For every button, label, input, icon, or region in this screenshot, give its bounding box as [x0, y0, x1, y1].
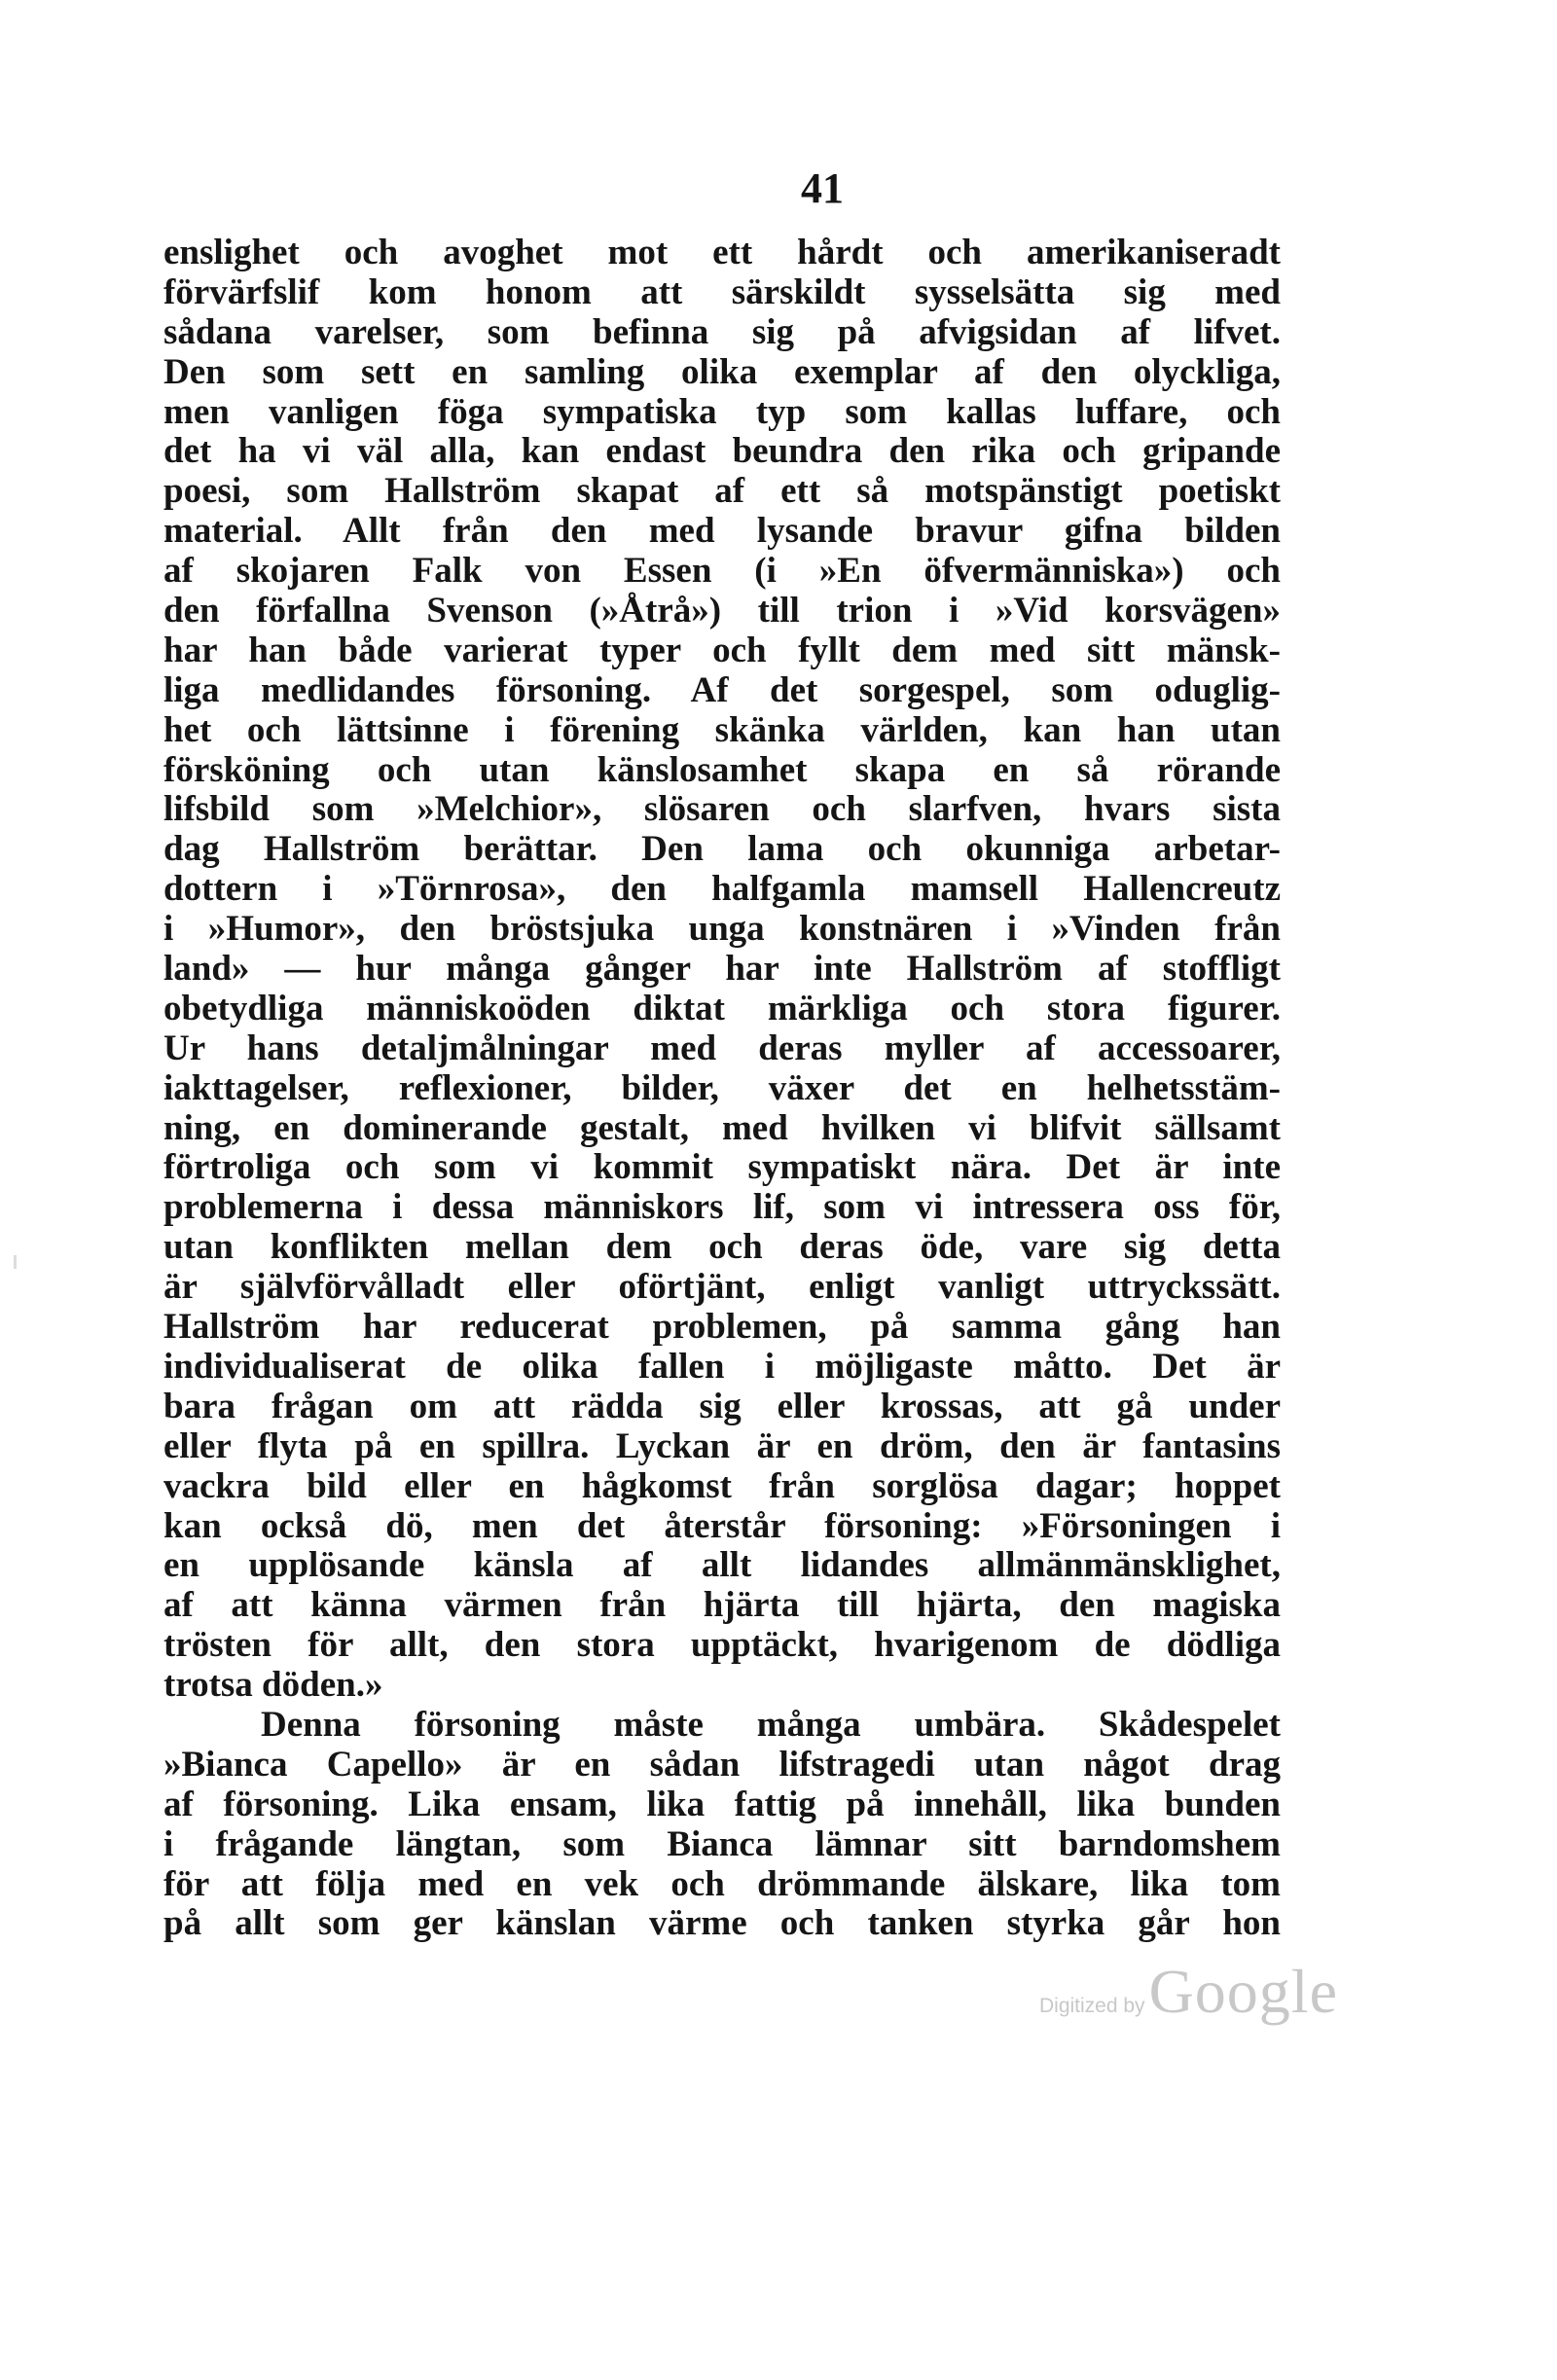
text-line: liga medlidandes försoning. Af det sorgespel, som oduglig-	[163, 670, 1281, 710]
text-line: poesi, som Hallström skapat af ett så motspänstigt poetiskt	[163, 472, 1281, 512]
text-line: för att följa med en vek och drömmande älskare, lika tom	[163, 1864, 1281, 1904]
text-line: problemerna i dessa människors lif, som vi intressera oss för,	[163, 1188, 1281, 1228]
text-line: ning, en dominerande gestalt, med hvilken vi blifvit sällsamt	[163, 1108, 1281, 1148]
watermark-brand: Google	[1148, 1957, 1338, 2026]
text-line: af skojaren Falk von Essen (i »En öfvermänniska») och	[163, 552, 1281, 592]
text-line: land» — hur många gånger har inte Hallström af stoffligt	[163, 950, 1281, 990]
text-line: material. Allt från den med lysande bravur gifna bilden	[163, 512, 1281, 552]
text-line: af försoning. Lika ensam, lika fattig på innehåll, lika bunden	[163, 1785, 1281, 1824]
margin-speck	[14, 1255, 17, 1269]
text-line: het och lättsinne i förening skänka världen, kan han utan	[163, 710, 1281, 750]
text-line: kan också dö, men det återstår försoning: »Försoningen i	[163, 1506, 1281, 1546]
page-number: 41	[801, 164, 844, 212]
text-line: iakttagelser, reflexioner, bilder, växer det en helhetsstäm-	[163, 1068, 1281, 1108]
text-line: försköning och utan känslosamhet skapa en så rörande	[163, 750, 1281, 790]
text-line: vackra bild eller en hågkomst från sorglösa dagar; hoppet	[163, 1466, 1281, 1506]
text-line: obetydliga människoöden diktat märkliga och stora figurer.	[163, 989, 1281, 1028]
text-line: dag Hallström berättar. Den lama och okunniga arbetar-	[163, 830, 1281, 870]
text-line: förvärfslif kom honom att särskildt sysselsätta sig med	[163, 272, 1281, 312]
text-line: enslighet och avoghet mot ett hårdt och amerikaniseradt	[163, 234, 1281, 272]
text-line: i »Humor», den bröstsjuka unga konstnären i »Vinden från	[163, 910, 1281, 950]
text-line: »Bianca Capello» är en sådan lifstragedi utan något drag	[163, 1745, 1281, 1785]
text-line: den förfallna Svenson (»Åtrå») till trion i »Vid korsvägen»	[163, 592, 1281, 631]
text-line: Hallström har reducerat problemen, på samma gång han	[163, 1308, 1281, 1348]
text-line: lifsbild som »Melchior», slösaren och slarfven, hvars sista	[163, 790, 1281, 830]
body-text	[163, 234, 1281, 1944]
text-line: Den som sett en samling olika exemplar af den olyckliga,	[163, 352, 1281, 392]
text-line: bara frågan om att rädda sig eller krossas, att gå under	[163, 1387, 1281, 1426]
text-line: sådana varelser, som befinna sig på afvigsidan af lifvet.	[163, 312, 1281, 352]
text-line: utan konflikten mellan dem och deras öde, vare sig detta	[163, 1228, 1281, 1268]
text-line: förtroliga och som vi kommit sympatiskt nära. Det är inte	[163, 1148, 1281, 1188]
text-line: dottern i »Törnrosa», den halfgamla mamsell Hallencreutz	[163, 870, 1281, 910]
text-line: en upplösande känsla af allt lidandes allmänmänsklighet,	[163, 1546, 1281, 1586]
text-line: det ha vi väl alla, kan endast beundra den rika och gripande	[163, 432, 1281, 472]
text-line: men vanligen föga sympatiska typ som kallas luffare, och	[163, 392, 1281, 432]
paragraph-end-line: trotsa döden.»	[163, 1666, 383, 1706]
text-line: är självförvålladt eller oförtjänt, enligt vanligt uttryckssätt.	[163, 1268, 1281, 1308]
text-line: individualiserat de olika fallen i möjligaste måtto. Det är	[163, 1347, 1281, 1387]
text-line: af att känna värmen från hjärta till hjärta, den magiska	[163, 1586, 1281, 1626]
watermark-prefix: Digitized by	[1039, 1995, 1145, 2017]
text-line: Ur hans detaljmålningar med deras myller af accessoarer,	[163, 1028, 1281, 1068]
digitized-by-google-watermark	[1039, 1956, 1338, 2028]
text-line: på allt som ger känslan värme och tanken styrka går hon	[163, 1904, 1281, 1944]
paragraph-start-line: Denna försoning måste många umbära. Skådespelet	[261, 1705, 1281, 1745]
text-line: har han både varierat typer och fyllt dem med sitt mänsk-	[163, 631, 1281, 670]
text-line: trösten för allt, den stora upptäckt, hvarigenom de dödliga	[163, 1626, 1281, 1666]
text-line: i frågande längtan, som Bianca lämnar sitt barndomshem	[163, 1824, 1281, 1864]
text-line: eller flyta på en spillra. Lyckan är en dröm, den är fantasins	[163, 1426, 1281, 1466]
